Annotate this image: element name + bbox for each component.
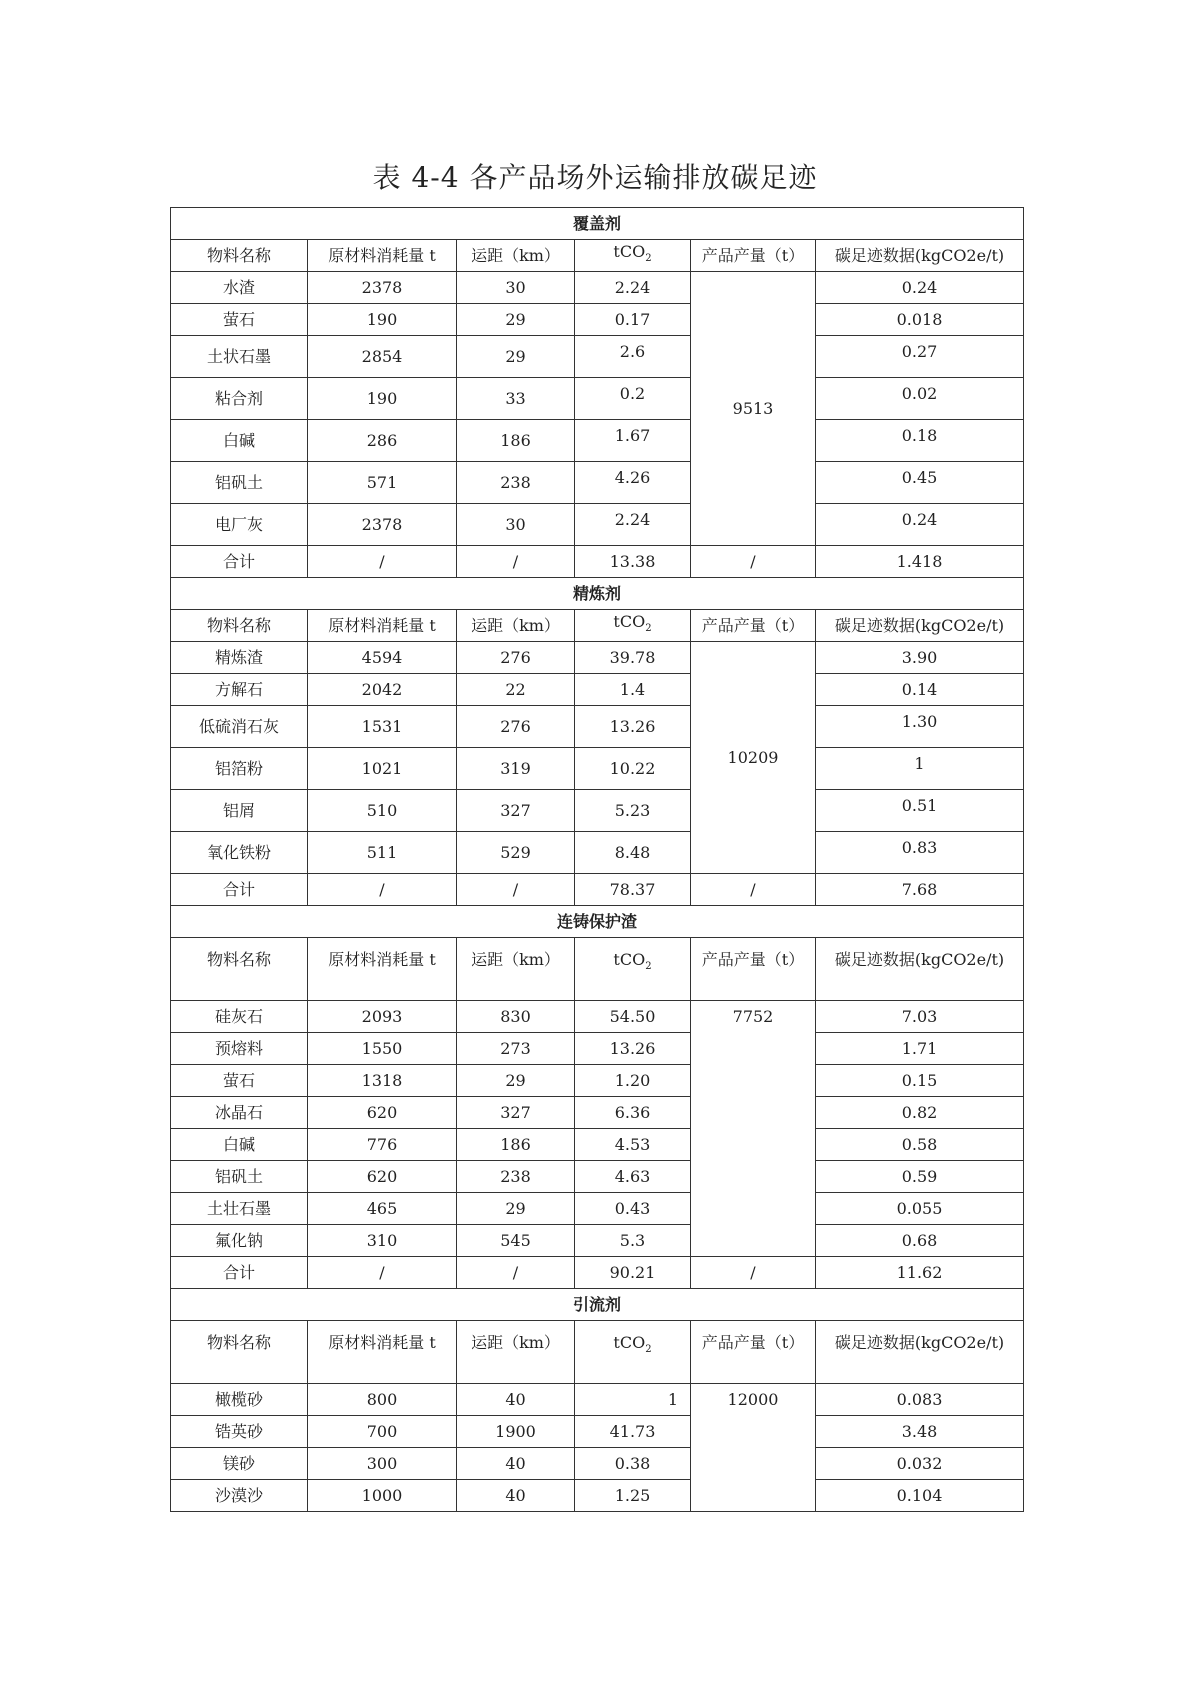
table-row bbox=[171, 790, 1024, 832]
cell-distance: 29 bbox=[457, 1065, 575, 1097]
cell-material: 萤石 bbox=[171, 1065, 308, 1097]
cell-total-consumption: / bbox=[308, 1257, 457, 1289]
cell-consumption: 1021 bbox=[308, 748, 457, 790]
col-header-output: 产品产量（t） bbox=[691, 1321, 816, 1384]
table-row bbox=[171, 1480, 1024, 1512]
cell-material: 铝矾土 bbox=[171, 1161, 308, 1193]
cell-footprint: 0.15 bbox=[816, 1065, 1024, 1097]
table-row bbox=[171, 1033, 1024, 1065]
cell-distance: 276 bbox=[457, 642, 575, 674]
table-row bbox=[171, 642, 1024, 674]
cell-consumption: 776 bbox=[308, 1129, 457, 1161]
table-row bbox=[171, 1097, 1024, 1129]
cell-consumption: 2854 bbox=[308, 336, 457, 378]
cell-product-output: 9513 bbox=[691, 272, 816, 546]
cell-material: 低硫消石灰 bbox=[171, 706, 308, 748]
cell-total-consumption: / bbox=[308, 546, 457, 578]
cell-tco2: 0.17 bbox=[575, 304, 691, 336]
table-row bbox=[171, 1384, 1024, 1416]
col-header-footprint: 碳足迹数据(kgCO2e/t) bbox=[816, 1321, 1024, 1384]
col-header-material: 物料名称 bbox=[171, 240, 308, 272]
cell-consumption: 620 bbox=[308, 1161, 457, 1193]
cell-consumption: 190 bbox=[308, 304, 457, 336]
cell-consumption: 2378 bbox=[308, 272, 457, 304]
cell-footprint: 0.02 bbox=[816, 378, 1024, 420]
cell-distance: 545 bbox=[457, 1225, 575, 1257]
cell-distance: 238 bbox=[457, 1161, 575, 1193]
cell-total-footprint: 7.68 bbox=[816, 874, 1024, 906]
table-row bbox=[171, 1001, 1024, 1033]
section-header-row bbox=[171, 208, 1024, 240]
cell-footprint: 3.90 bbox=[816, 642, 1024, 674]
cell-distance: 529 bbox=[457, 832, 575, 874]
col-header-footprint: 碳足迹数据(kgCO2e/t) bbox=[816, 240, 1024, 272]
col-header-tco2: tCO$_2$ bbox=[575, 610, 691, 642]
cell-consumption: 300 bbox=[308, 1448, 457, 1480]
total-row bbox=[171, 1257, 1024, 1289]
cell-footprint: 0.51 bbox=[816, 790, 1024, 832]
cell-footprint: 0.45 bbox=[816, 462, 1024, 504]
cell-tco2: 6.36 bbox=[575, 1097, 691, 1129]
table-row bbox=[171, 1448, 1024, 1480]
cell-consumption: 1318 bbox=[308, 1065, 457, 1097]
cell-distance: 33 bbox=[457, 378, 575, 420]
cell-footprint: 0.083 bbox=[816, 1384, 1024, 1416]
section-title: 精炼剂 bbox=[171, 578, 1024, 610]
table-row bbox=[171, 1161, 1024, 1193]
cell-tco2: 13.26 bbox=[575, 706, 691, 748]
table-row bbox=[171, 748, 1024, 790]
cell-total-tco2: 13.38 bbox=[575, 546, 691, 578]
table-row bbox=[171, 272, 1024, 304]
cell-total-footprint: 11.62 bbox=[816, 1257, 1024, 1289]
cell-tco2: 2.24 bbox=[575, 504, 691, 546]
cell-material: 锆英砂 bbox=[171, 1416, 308, 1448]
cell-total-output: / bbox=[691, 1257, 816, 1289]
cell-tco2: 2.24 bbox=[575, 272, 691, 304]
cell-tco2: 1.20 bbox=[575, 1065, 691, 1097]
cell-consumption: 1531 bbox=[308, 706, 457, 748]
cell-material: 铝箔粉 bbox=[171, 748, 308, 790]
cell-total-label: 合计 bbox=[171, 1257, 308, 1289]
cell-tco2: 5.3 bbox=[575, 1225, 691, 1257]
section-title: 引流剂 bbox=[171, 1289, 1024, 1321]
table-row bbox=[171, 304, 1024, 336]
table-row bbox=[171, 674, 1024, 706]
cell-footprint: 0.82 bbox=[816, 1097, 1024, 1129]
cell-material: 氧化铁粉 bbox=[171, 832, 308, 874]
col-header-output: 产品产量（t） bbox=[691, 240, 816, 272]
cell-consumption: 2378 bbox=[308, 504, 457, 546]
cell-footprint: 0.055 bbox=[816, 1193, 1024, 1225]
cell-tco2: 1.4 bbox=[575, 674, 691, 706]
cell-tco2: 4.63 bbox=[575, 1161, 691, 1193]
cell-tco2: 4.26 bbox=[575, 462, 691, 504]
column-header-row bbox=[171, 240, 1024, 272]
table-row bbox=[171, 1225, 1024, 1257]
col-header-distance: 运距（km） bbox=[457, 240, 575, 272]
col-header-distance: 运距（km） bbox=[457, 938, 575, 1001]
col-header-distance: 运距（km） bbox=[457, 610, 575, 642]
cell-material: 土状石墨 bbox=[171, 336, 308, 378]
cell-total-distance: / bbox=[457, 874, 575, 906]
table-row bbox=[171, 504, 1024, 546]
cell-material: 氟化钠 bbox=[171, 1225, 308, 1257]
cell-consumption: 310 bbox=[308, 1225, 457, 1257]
col-header-tco2: tCO$_2$ bbox=[575, 1321, 691, 1384]
col-header-consumption: 原材料消耗量 t bbox=[308, 938, 457, 1001]
cell-tco2: 1 bbox=[575, 1384, 691, 1416]
column-header-row bbox=[171, 610, 1024, 642]
cell-total-output: / bbox=[691, 546, 816, 578]
cell-footprint: 0.27 bbox=[816, 336, 1024, 378]
cell-material: 萤石 bbox=[171, 304, 308, 336]
cell-consumption: 700 bbox=[308, 1416, 457, 1448]
cell-distance: 29 bbox=[457, 336, 575, 378]
col-header-consumption: 原材料消耗量 t bbox=[308, 610, 457, 642]
section-header-row bbox=[171, 1289, 1024, 1321]
carbon-footprint-table bbox=[170, 207, 1024, 1512]
cell-consumption: 800 bbox=[308, 1384, 457, 1416]
col-header-consumption: 原材料消耗量 t bbox=[308, 240, 457, 272]
cell-distance: 327 bbox=[457, 790, 575, 832]
cell-total-output: / bbox=[691, 874, 816, 906]
cell-distance: 40 bbox=[457, 1384, 575, 1416]
cell-material: 铝矾土 bbox=[171, 462, 308, 504]
cell-material: 精炼渣 bbox=[171, 642, 308, 674]
cell-distance: 830 bbox=[457, 1001, 575, 1033]
cell-product-output: 7752 bbox=[691, 1001, 816, 1257]
cell-footprint: 0.83 bbox=[816, 832, 1024, 874]
cell-distance: 30 bbox=[457, 504, 575, 546]
cell-material: 铝屑 bbox=[171, 790, 308, 832]
cell-material: 预熔料 bbox=[171, 1033, 308, 1065]
cell-consumption: 2042 bbox=[308, 674, 457, 706]
col-header-footprint: 碳足迹数据(kgCO2e/t) bbox=[816, 610, 1024, 642]
cell-total-label: 合计 bbox=[171, 546, 308, 578]
cell-consumption: 465 bbox=[308, 1193, 457, 1225]
table-row bbox=[171, 706, 1024, 748]
cell-tco2: 54.50 bbox=[575, 1001, 691, 1033]
total-row bbox=[171, 874, 1024, 906]
cell-material: 硅灰石 bbox=[171, 1001, 308, 1033]
cell-distance: 273 bbox=[457, 1033, 575, 1065]
col-header-distance: 运距（km） bbox=[457, 1321, 575, 1384]
cell-total-footprint: 1.418 bbox=[816, 546, 1024, 578]
table-row bbox=[171, 1416, 1024, 1448]
cell-footprint: 0.24 bbox=[816, 272, 1024, 304]
cell-consumption: 1550 bbox=[308, 1033, 457, 1065]
cell-footprint: 0.58 bbox=[816, 1129, 1024, 1161]
column-header-row bbox=[171, 938, 1024, 1001]
cell-distance: 40 bbox=[457, 1480, 575, 1512]
cell-footprint: 3.48 bbox=[816, 1416, 1024, 1448]
total-row bbox=[171, 546, 1024, 578]
cell-material: 白碱 bbox=[171, 420, 308, 462]
col-header-tco2: tCO$_2$ bbox=[575, 938, 691, 1001]
table-row bbox=[171, 462, 1024, 504]
cell-consumption: 2093 bbox=[308, 1001, 457, 1033]
section-title: 覆盖剂 bbox=[171, 208, 1024, 240]
cell-distance: 40 bbox=[457, 1448, 575, 1480]
cell-consumption: 4594 bbox=[308, 642, 457, 674]
cell-footprint: 0.018 bbox=[816, 304, 1024, 336]
cell-footprint: 0.032 bbox=[816, 1448, 1024, 1480]
table-row bbox=[171, 420, 1024, 462]
cell-tco2: 8.48 bbox=[575, 832, 691, 874]
cell-footprint: 0.14 bbox=[816, 674, 1024, 706]
cell-consumption: 620 bbox=[308, 1097, 457, 1129]
col-header-consumption: 原材料消耗量 t bbox=[308, 1321, 457, 1384]
cell-distance: 29 bbox=[457, 1193, 575, 1225]
col-header-output: 产品产量（t） bbox=[691, 938, 816, 1001]
cell-footprint: 0.18 bbox=[816, 420, 1024, 462]
cell-material: 沙漠沙 bbox=[171, 1480, 308, 1512]
cell-consumption: 286 bbox=[308, 420, 457, 462]
cell-tco2: 5.23 bbox=[575, 790, 691, 832]
cell-material: 土壮石墨 bbox=[171, 1193, 308, 1225]
cell-footprint: 7.03 bbox=[816, 1001, 1024, 1033]
cell-total-distance: / bbox=[457, 546, 575, 578]
col-header-material: 物料名称 bbox=[171, 938, 308, 1001]
cell-consumption: 510 bbox=[308, 790, 457, 832]
column-header-row bbox=[171, 1321, 1024, 1384]
cell-consumption: 511 bbox=[308, 832, 457, 874]
cell-tco2: 39.78 bbox=[575, 642, 691, 674]
cell-material: 冰晶石 bbox=[171, 1097, 308, 1129]
cell-tco2: 10.22 bbox=[575, 748, 691, 790]
cell-distance: 22 bbox=[457, 674, 575, 706]
cell-total-distance: / bbox=[457, 1257, 575, 1289]
cell-tco2: 2.6 bbox=[575, 336, 691, 378]
cell-distance: 186 bbox=[457, 1129, 575, 1161]
cell-distance: 1900 bbox=[457, 1416, 575, 1448]
table-row bbox=[171, 378, 1024, 420]
cell-footprint: 0.59 bbox=[816, 1161, 1024, 1193]
cell-total-label: 合计 bbox=[171, 874, 308, 906]
cell-distance: 319 bbox=[457, 748, 575, 790]
table-row bbox=[171, 1129, 1024, 1161]
cell-tco2: 1.67 bbox=[575, 420, 691, 462]
cell-distance: 327 bbox=[457, 1097, 575, 1129]
cell-tco2: 41.73 bbox=[575, 1416, 691, 1448]
cell-material: 镁砂 bbox=[171, 1448, 308, 1480]
table-row bbox=[171, 832, 1024, 874]
cell-distance: 29 bbox=[457, 304, 575, 336]
cell-tco2: 4.53 bbox=[575, 1129, 691, 1161]
col-header-material: 物料名称 bbox=[171, 610, 308, 642]
cell-consumption: 571 bbox=[308, 462, 457, 504]
col-header-footprint: 碳足迹数据(kgCO2e/t) bbox=[816, 938, 1024, 1001]
cell-material: 方解石 bbox=[171, 674, 308, 706]
cell-footprint: 0.24 bbox=[816, 504, 1024, 546]
section-header-row bbox=[171, 578, 1024, 610]
cell-total-tco2: 90.21 bbox=[575, 1257, 691, 1289]
cell-footprint: 0.68 bbox=[816, 1225, 1024, 1257]
col-header-tco2: tCO$_2$ bbox=[575, 240, 691, 272]
section-header-row bbox=[171, 906, 1024, 938]
cell-tco2: 0.38 bbox=[575, 1448, 691, 1480]
cell-distance: 30 bbox=[457, 272, 575, 304]
table-row bbox=[171, 336, 1024, 378]
cell-material: 白碱 bbox=[171, 1129, 308, 1161]
cell-distance: 186 bbox=[457, 420, 575, 462]
table-row bbox=[171, 1065, 1024, 1097]
cell-tco2: 0.2 bbox=[575, 378, 691, 420]
cell-product-output: 10209 bbox=[691, 642, 816, 874]
cell-total-consumption: / bbox=[308, 874, 457, 906]
cell-footprint: 0.104 bbox=[816, 1480, 1024, 1512]
cell-material: 电厂灰 bbox=[171, 504, 308, 546]
cell-product-output: 12000 bbox=[691, 1384, 816, 1512]
cell-consumption: 1000 bbox=[308, 1480, 457, 1512]
cell-total-tco2: 78.37 bbox=[575, 874, 691, 906]
table-row bbox=[171, 1193, 1024, 1225]
cell-tco2: 13.26 bbox=[575, 1033, 691, 1065]
cell-tco2: 0.43 bbox=[575, 1193, 691, 1225]
cell-tco2: 1.25 bbox=[575, 1480, 691, 1512]
section-title: 连铸保护渣 bbox=[171, 906, 1024, 938]
cell-distance: 276 bbox=[457, 706, 575, 748]
cell-footprint: 1.71 bbox=[816, 1033, 1024, 1065]
page-title: 表 4-4 各产品场外运输排放碳足迹 bbox=[372, 161, 818, 194]
col-header-material: 物料名称 bbox=[171, 1321, 308, 1384]
cell-footprint: 1 bbox=[816, 748, 1024, 790]
cell-material: 橄榄砂 bbox=[171, 1384, 308, 1416]
cell-material: 水渣 bbox=[171, 272, 308, 304]
cell-material: 粘合剂 bbox=[171, 378, 308, 420]
cell-distance: 238 bbox=[457, 462, 575, 504]
cell-footprint: 1.30 bbox=[816, 706, 1024, 748]
cell-consumption: 190 bbox=[308, 378, 457, 420]
col-header-output: 产品产量（t） bbox=[691, 610, 816, 642]
